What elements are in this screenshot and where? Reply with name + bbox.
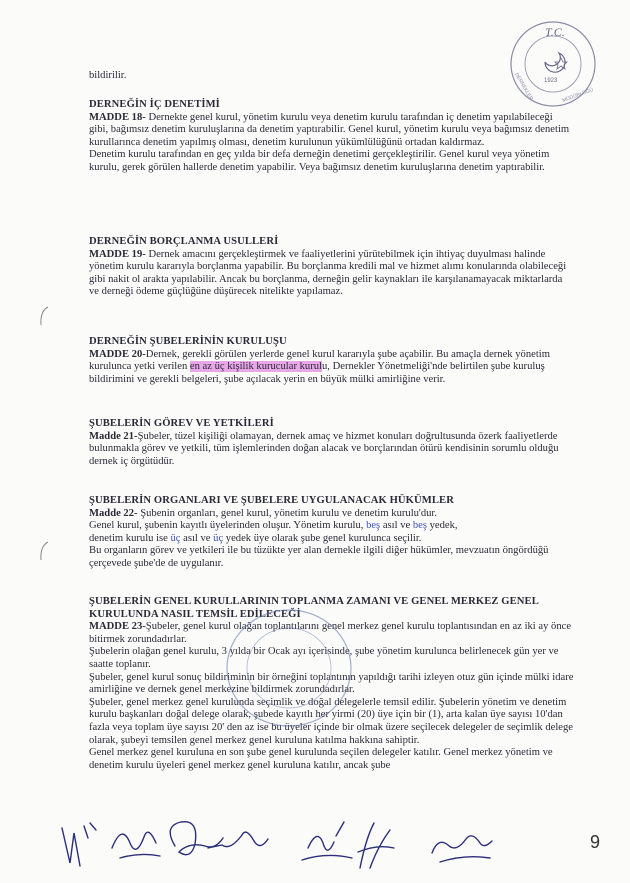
section-23-body-5: Genel merkez genel kuruluna en son şube genel kurulunda seçilen delegeler katılır. Genel merkez yönetim ve denetim kurulu üyeleri genel merkez genel kuruluna katılır, ancak şube (89, 747, 553, 771)
highlighted-text: en az üç kişilik kurucular kurul (189, 361, 322, 373)
section-23-heading: ŞUBELERİN GENEL KURULLARININ TOPLANMA ZAMANI VE GENEL MERKEZ GENEL KURULUNDA NASIL TEMSİL EDİLECEĞİ (89, 596, 539, 620)
signature-6 (432, 836, 492, 862)
section-19 (89, 236, 574, 299)
signature-2 (112, 832, 160, 858)
signature-3 (170, 822, 268, 855)
section-18-heading: DERNEĞİN İÇ DENETİMİ (89, 99, 220, 110)
article-21-text: Şubeler, tüzel kişiliği olamayan, dernek amaç ve hizmet konuları doğrultusunda özerk faaliyetlerde bulunmakla görev ve yetkili, tüm işlemlerinden doğan alacak ve borçlarından ötürü kendisinin sorumlu olduğu dernek iç örgütüdür. (89, 430, 559, 467)
section-23-body-4: Şubeler, genel merkez genel kurulunda seçimlik ve doğal delegelerle temsil edilir. Şubelerin yönetim ve denetim kurulu başkanları doğal delege olarak, şubede kayıtlı her yirmi (20) üye için bir (1), arta kalan üye sayısı 10'dan fazla veya toplam üye sayısı 20' den az ise bu üyeler içinde bir olmak üzere seçilecek delegeler de seçimlik delege olarak, şubeyi temsilen genel merkez genel kuruluna katılma hakkına sahiptir. (89, 696, 574, 746)
article-22-text: Şubenin organları, genel kurul, yönetim kurulu ve denetim kurulu'dur. (137, 507, 438, 519)
line3-a: denetim kurulu ise (89, 532, 171, 544)
signature-4 (302, 822, 352, 860)
svg-text:T.C.: T.C. (545, 25, 565, 39)
five-word-2: beş (412, 520, 427, 532)
section-22 (89, 495, 574, 571)
section-20-heading: DERNEĞİN ŞUBELERİNİN KURULUŞU (89, 336, 287, 347)
article-22-label: Madde 22- (89, 507, 138, 519)
svg-text:DERNEKLER: DERNEKLER (513, 72, 534, 102)
line2-a: Genel kurul, şubenin kayıtlı üyelerinden oluşur. Yönetim kurulu, (89, 520, 367, 532)
section-18-body-2: Denetim kurulu tarafından en geç yılda bir defa derneğin denetimi gerçekleştirilir. Genel kurul veya yönetim kurulu, gerek görülen hallerde denetim yapabilir. Veya bağımsız denetim kuruluşlarına denetim yaptırabilir. (89, 149, 550, 173)
section-23-body-2: Şubelerin olağan genel kurulu, 3 yılda bir Ocak ayı içerisinde, şube yönetim kurulunca belirlenecek gün yer ve saatte toplanır. (89, 646, 559, 670)
article-20-label: MADDE 20- (89, 348, 146, 360)
section-22-line-3 (89, 533, 574, 546)
section-20 (89, 336, 574, 386)
section-19-heading: DERNEĞİN BORÇLANMA USULLERİ (89, 236, 279, 247)
top-fragment (89, 70, 574, 83)
official-seal (493, 14, 601, 110)
three-word-1: üç (170, 532, 181, 544)
section-19-body (89, 249, 574, 299)
signatures (40, 808, 560, 883)
article-20-text-a: Dernek, gerekli görülen yerlerde genel kurul kararıyla şube açabilir. Bu amaçla dernek yönetim kurulunca yetki verilen (89, 348, 550, 373)
three-word-2: üç (213, 532, 224, 544)
line3-c: yedek üye olarak şube genel kurulunca seçilir. (223, 532, 422, 544)
section-22-line-2 (89, 520, 574, 533)
overlay-stamp (218, 602, 360, 734)
article-21-label: Madde 21- (89, 430, 138, 442)
five-word-1: beş (366, 520, 381, 532)
article-23-label: MADDE 23- (89, 621, 146, 633)
signature-1 (62, 823, 96, 866)
margin-bracket-mark-2 (36, 540, 52, 562)
margin-bracket-mark (36, 305, 52, 327)
section-20-body (89, 349, 574, 387)
section-21 (89, 418, 574, 468)
article-19-text: Dernek amacını gerçekleştirmek ve faaliyetlerini yürütebilmek için ihtiyaç duyulması halinde yönetim kurulu kararıyla borçlanma yapabilir. Bu borçlanma kredili mal ve hizmet alımı konularında olabileceği gibi nakit ol arakta yapılabilir. Ancak bu borçlanma, derneğin gelir kaynakları ile karşılanamayacak miktarlarda ve derneği ödeme güçlüğüne düşürecek nitelikte yapılamaz. (89, 248, 567, 298)
page-number: 9 (590, 832, 601, 852)
section-23-body-3: Şubeler, genel kurul sonuç bildiriminin bir örneğini toplantının yapıldığı tarihi izleyen otuz gün içinde mülki idare amirliğine ve dernek genel merkezine bildirmek zorundadırlar. (89, 671, 574, 696)
section-21-heading: ŞUBELERİN GÖREV VE YETKİLERİ (89, 418, 274, 429)
svg-text:1923: 1923 (544, 78, 558, 84)
article-18-text: Dernekte genel kurul, yönetim kurulu veya denetim kurulu tarafından iç denetim yapılabileceği gibi, bağımsız denetim kuruluşlarına da denetim yaptırabilir. Genel kurul, yönetim kurulu veya bağımsız denetim kurullarınca denetim yapılmış olması, denetim kurulunun yükümlülüğünü ortadan kaldırmaz. (89, 111, 570, 148)
top-fragment-text: bildirilir. (89, 70, 127, 81)
article-18-label: MADDE 18- (89, 111, 146, 123)
section-18-body (89, 112, 574, 150)
svg-text:MÜDÜRLÜĞÜ: MÜDÜRLÜĞÜ (561, 87, 595, 104)
section-18 (89, 99, 574, 175)
section-22-heading: ŞUBELERİN ORGANLARI VE ŞUBELERE UYGULANACAK HÜKÜMLER (89, 495, 454, 506)
article-23-text: Şubeler, genel kurul olağan toplantılarını genel merkez genel kurulu toplantısından en az iki ay önce bitirmek zorundadırlar. (89, 621, 572, 645)
line2-c: yedek, (426, 520, 458, 532)
line2-b: asıl ve (380, 520, 413, 532)
signature-5 (358, 823, 394, 868)
line3-b: asıl ve (180, 532, 214, 544)
section-21-body (89, 431, 574, 469)
section-22-line-4: Bu organların görev ve yetkileri ile bu tüzükte yer alan dernekle ilgili diğer hükümler, mevzuatın öngördüğü çerçevede şube'de de uygulanır. (89, 545, 549, 569)
article-20-text-b: u, Dernekler Yönetmeliği'nde belirtilen şube kuruluş bildirimini ve gerekli belgeleri, şube açılacak yerin en büyük mülki amirliğine verir. (89, 361, 545, 385)
article-19-label: MADDE 19- (89, 248, 146, 260)
section-22-line-1 (89, 508, 574, 521)
